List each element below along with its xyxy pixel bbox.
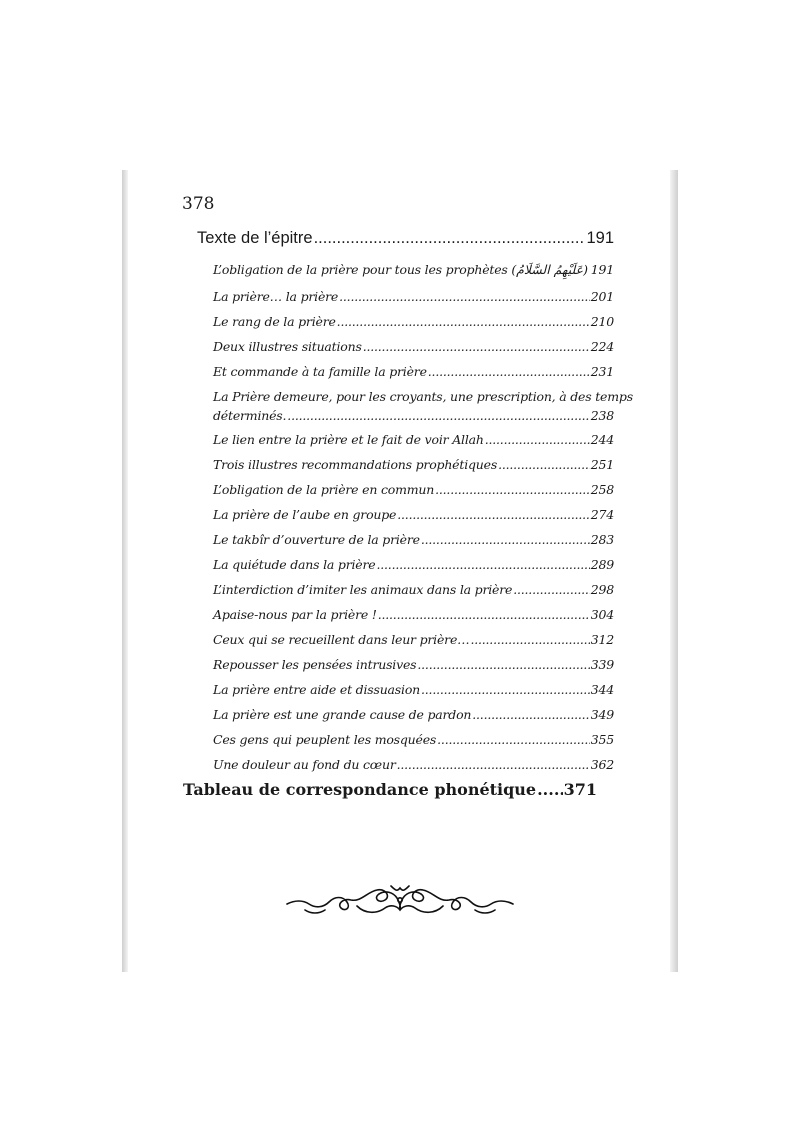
toc-entry-page: 210 <box>590 314 614 329</box>
toc-leader-dots <box>498 457 590 472</box>
toc-entry-title: La quiétude dans la prière <box>213 557 376 572</box>
toc-leader-dots <box>428 364 590 379</box>
toc-entry-title: Trois illustres recommandations prophétiques <box>213 457 498 472</box>
toc-entry-page: 201 <box>590 289 614 304</box>
toc-entry <box>213 682 614 697</box>
toc-leader-dots <box>378 607 590 622</box>
toc-entry <box>213 389 633 423</box>
toc-entry-page: 344 <box>590 682 614 697</box>
toc-entry <box>213 507 614 522</box>
toc-entry-title: L’obligation de la prière en commun <box>213 482 435 497</box>
toc-entry-page: 244 <box>590 432 614 447</box>
toc-entry-title: Ces gens qui peuplent les mosquées <box>213 732 437 747</box>
toc-entry <box>213 339 614 354</box>
toc-entry-page: 304 <box>590 607 614 622</box>
toc-leader-dots <box>287 408 589 423</box>
toc-entry-title: Repousser les pensées intrusives <box>213 657 417 672</box>
toc-leader-dots <box>537 780 562 799</box>
toc-entry-title: L’obligation de la prière pour tous les prophètes (عَلَيْهِمُ السَّلَامُ) <box>213 262 588 277</box>
toc-entry-title: La prière de l’aube en groupe <box>213 507 397 522</box>
toc-leader-dots <box>485 432 590 447</box>
toc-leader-dots <box>589 262 590 277</box>
toc-entry-title: L’interdiction d’imiter les animaux dans la prière <box>213 582 513 597</box>
toc-entry <box>213 289 614 304</box>
toc-entry <box>213 707 614 722</box>
toc-entry <box>213 757 614 772</box>
toc-entry <box>213 432 614 447</box>
toc-entry <box>213 732 614 747</box>
page-number: 378 <box>182 194 215 214</box>
toc-leader-dots <box>363 339 590 354</box>
toc-entry <box>213 364 614 379</box>
toc-leader-dots <box>435 482 590 497</box>
toc-leader-dots <box>421 532 590 547</box>
toc-entry <box>213 314 614 329</box>
toc-entry-page: 224 <box>590 339 614 354</box>
toc-entry-title: La prière est une grande cause de pardon <box>213 707 472 722</box>
toc-entry-page: 339 <box>590 657 614 672</box>
toc-entry-title: Le lien entre la prière et le fait de voir Allah <box>213 432 484 447</box>
toc-entry-page: 283 <box>590 532 614 547</box>
toc-entry-title: Apaise-nous par la prière ! <box>213 607 377 622</box>
toc-entry-title: Ceux qui se recueillent dans leur prière… <box>213 632 470 647</box>
toc-entry-page: 355 <box>590 732 614 747</box>
toc-leader-dots <box>472 707 589 722</box>
toc-appendix-heading <box>183 780 597 799</box>
toc-entry-title-continued: déterminés. <box>213 408 287 423</box>
toc-entry-page: 298 <box>590 582 614 597</box>
toc-leader-dots <box>470 632 589 647</box>
toc-leader-dots <box>417 657 589 672</box>
page-edge-right <box>670 170 678 972</box>
toc-leader-dots <box>437 732 590 747</box>
toc-entry-page: 191 <box>590 262 614 277</box>
page-edge-left <box>122 170 128 972</box>
toc-entry-title: La Prière demeure, pour les croyants, une prescription, à des temps <box>213 389 633 404</box>
ornament-flourish <box>285 880 515 920</box>
toc-leader-dots <box>397 507 589 522</box>
toc-entry <box>213 262 614 277</box>
toc-entry-page: 312 <box>590 632 614 647</box>
toc-leader-dots <box>339 289 590 304</box>
toc-entry-title: La prière… la prière <box>213 289 339 304</box>
toc-entry <box>213 657 614 672</box>
toc-entry <box>213 607 614 622</box>
toc-leader-dots <box>513 582 590 597</box>
toc-entry-page: 274 <box>590 507 614 522</box>
toc-entry-title: La prière entre aide et dissuasion <box>213 682 421 697</box>
toc-leader-dots <box>421 682 590 697</box>
toc-entry-title: Et commande à ta famille la prière <box>213 364 427 379</box>
toc-entry-title: Le takbîr d’ouverture de la prière <box>213 532 420 547</box>
toc-leader-dots <box>376 557 589 572</box>
toc-entry-page: 349 <box>590 707 614 722</box>
toc-entry-page: 362 <box>590 757 614 772</box>
toc-section-heading <box>197 229 614 248</box>
toc-entry <box>213 557 614 572</box>
toc-entry <box>213 532 614 547</box>
toc-leader-dots <box>314 229 586 248</box>
toc-section-page: 191 <box>586 229 614 247</box>
toc-entry-title: Une douleur au fond du cœur <box>213 757 396 772</box>
toc-entry-title: Le rang de la prière <box>213 314 336 329</box>
toc-appendix-page: 371 <box>563 780 597 799</box>
toc-leader-dots <box>397 757 590 772</box>
toc-entry <box>213 632 614 647</box>
toc-entry <box>213 582 614 597</box>
toc-entry-page: 238 <box>590 408 614 423</box>
toc-entry-page: 289 <box>590 557 614 572</box>
toc-entry <box>213 482 614 497</box>
toc-entry-page: 231 <box>590 364 614 379</box>
toc-entry-page: 251 <box>590 457 614 472</box>
toc-entry <box>213 457 614 472</box>
toc-entry-title: Deux illustres situations <box>213 339 362 354</box>
toc-appendix-title: Tableau de correspondance phonétique <box>183 780 537 799</box>
toc-entry-page: 258 <box>590 482 614 497</box>
toc-leader-dots <box>337 314 590 329</box>
toc-section-title: Texte de l’épitre <box>197 229 313 247</box>
